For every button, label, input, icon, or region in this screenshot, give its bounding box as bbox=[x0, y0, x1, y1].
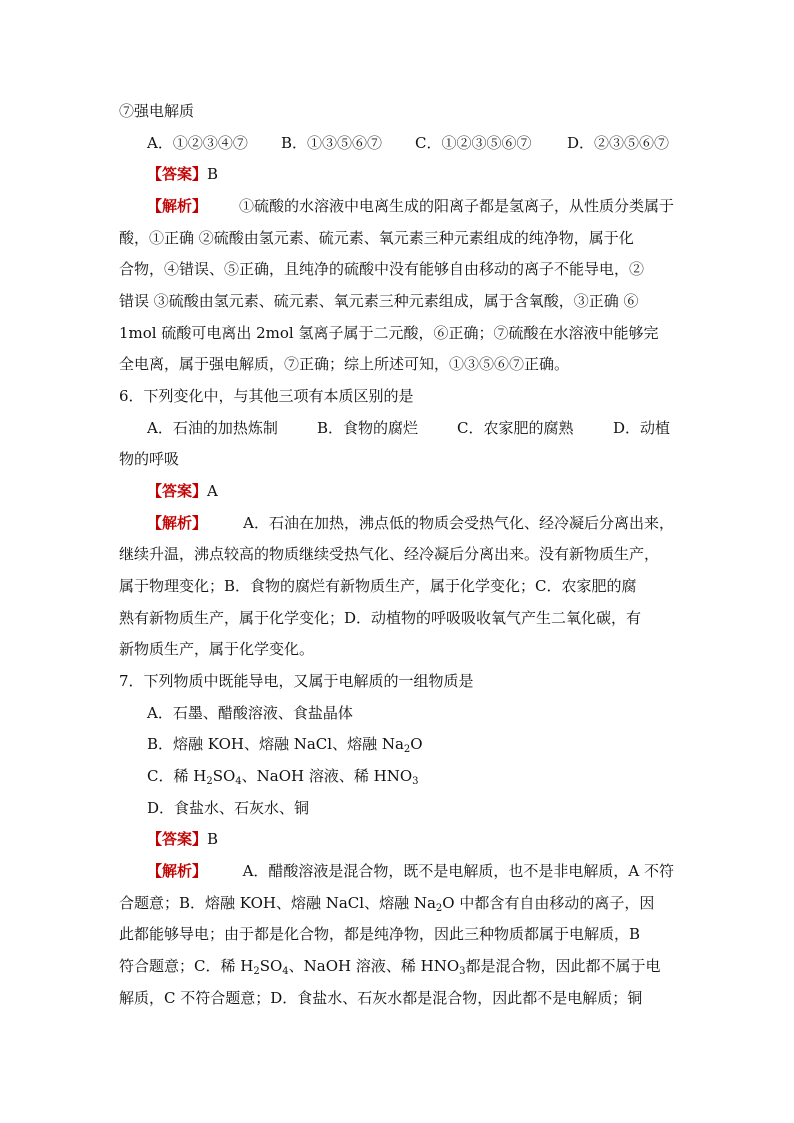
analysis-text: SO bbox=[259, 957, 283, 975]
q6-option-d: D．动植 bbox=[613, 419, 671, 437]
answer-value: A bbox=[207, 482, 218, 500]
q6-option-a: A．石油的加热炼制 bbox=[147, 419, 278, 437]
analysis-tag: 【解析】 bbox=[147, 862, 208, 880]
option-text: 、NaOH 溶液、稀 HNO bbox=[241, 767, 413, 785]
q5-stem-continuation: ⑦强电解质 bbox=[119, 102, 195, 120]
q6-analysis-line-2: 继续升温，沸点较高的物质继续受热气化、经冷凝后分离出来。没有新物质生产， bbox=[119, 545, 660, 563]
analysis-text: A．醋酸溶液是混合物，既不是电解质，也不是非电解质，A 不符 bbox=[242, 862, 674, 880]
analysis-text: O 中都含有自由移动的离子，因 bbox=[442, 894, 655, 912]
analysis-text: 合题意；B．熔融 KOH、熔融 NaCl、熔融 Na bbox=[119, 894, 436, 912]
q6-option-continuation: 物的呼吸 bbox=[119, 450, 180, 468]
q5-options bbox=[147, 132, 687, 154]
q6-analysis-line-1 bbox=[147, 512, 674, 534]
answer-value: B bbox=[207, 830, 219, 848]
analysis-text: ①硫酸的水溶液中电离生成的阳离子都是氢离子，从性质分类属于 bbox=[238, 197, 674, 215]
q7-analysis-line-5: 解质，C 不符合题意；D．食盐水、石灰水都是混合物，因此都不是电解质；铜 bbox=[119, 989, 643, 1007]
analysis-tag: 【解析】 bbox=[147, 197, 208, 215]
q5-analysis-line-4: 错误 ③硫酸由氢元素、硫元素、氧元素三种元素组成，属于含氧酸，③正确 ⑥ bbox=[119, 292, 639, 310]
analysis-text: A．石油在加热，沸点低的物质会受热气化、经冷凝后分离出来， bbox=[243, 514, 674, 532]
analysis-text: 符合题意；C．稀 H bbox=[119, 957, 254, 975]
subscript: 4 bbox=[282, 966, 289, 977]
subscript: 2 bbox=[253, 966, 260, 977]
q7-answer bbox=[147, 828, 218, 850]
q7-analysis-line-1 bbox=[147, 860, 674, 882]
analysis-text: 都是混合物，因此都不属于电 bbox=[465, 957, 661, 975]
q6-option-b: B．食物的腐烂 bbox=[317, 419, 419, 437]
option-text: B．熔融 KOH、熔融 NaCl、熔融 Na bbox=[147, 735, 404, 753]
q6-answer bbox=[147, 480, 218, 502]
q6-option-c: C．农家肥的腐熟 bbox=[457, 419, 574, 437]
q7-option-c bbox=[147, 765, 419, 787]
q5-analysis-line-1 bbox=[147, 195, 674, 217]
q7-stem: 7．下列物质中既能导电，又属于电解质的一组物质是 bbox=[119, 672, 474, 690]
answer-tag: 【答案】 bbox=[147, 830, 208, 848]
q7-option-a: A．石墨、醋酸溶液、食盐晶体 bbox=[147, 704, 353, 722]
option-text: C．稀 H bbox=[147, 767, 207, 785]
q7-analysis-line-4 bbox=[119, 955, 661, 977]
subscript: 3 bbox=[412, 776, 419, 787]
option-text: O bbox=[410, 735, 423, 753]
q6-analysis-line-5: 新物质生产，属于化学变化。 bbox=[119, 640, 315, 658]
q7-analysis-line-2 bbox=[119, 892, 654, 914]
q7-option-d: D．食盐水、石灰水、铜 bbox=[147, 799, 310, 817]
answer-tag: 【答案】 bbox=[147, 482, 208, 500]
q6-analysis-line-4: 熟有新物质生产，属于化学变化；D．动植物的呼吸吸收氧气产生二氧化碳，有 bbox=[119, 609, 642, 627]
analysis-tag: 【解析】 bbox=[147, 514, 208, 532]
q6-analysis-line-3: 属于物理变化；B．食物的腐烂有新物质生产，属于化学变化；C．农家肥的腐 bbox=[119, 577, 637, 595]
q5-analysis-line-5: 1mol 硫酸可电离出 2mol 氢离子属于二元酸，⑥正确；⑦硫酸在水溶液中能够完 bbox=[119, 324, 659, 342]
q5-option-d: D．②③⑤⑥⑦ bbox=[567, 134, 670, 152]
subscript: 2 bbox=[206, 776, 213, 787]
q5-option-a: A．①②③④⑦ bbox=[147, 134, 248, 152]
subscript: 4 bbox=[235, 776, 242, 787]
q7-analysis-line-3: 此都能够导电；由于都是化合物，都是纯净物，因此三种物质都属于电解质，B bbox=[119, 925, 641, 943]
analysis-text: 、NaOH 溶液、稀 HNO bbox=[288, 957, 460, 975]
subscript: 3 bbox=[459, 966, 466, 977]
q5-analysis-line-2: 酸，①正确 ②硫酸由氢元素、硫元素、氧元素三种元素组成的纯净物，属于化 bbox=[119, 229, 634, 247]
q7-option-b bbox=[147, 733, 423, 755]
q5-analysis-line-6: 全电离，属于强电解质，⑦正确；综上所述可知，①③⑤⑥⑦正确。 bbox=[119, 355, 570, 373]
answer-tag: 【答案】 bbox=[147, 165, 208, 183]
subscript: 2 bbox=[435, 903, 443, 914]
option-text: SO bbox=[212, 767, 236, 785]
q5-option-b: B．①③⑤⑥⑦ bbox=[281, 134, 383, 152]
q6-options bbox=[147, 417, 674, 439]
q5-analysis-line-3: 合物，④错误、⑤正确，且纯净的硫酸中没有能够自由移动的离子不能导电，② bbox=[119, 260, 645, 278]
answer-value: B bbox=[207, 165, 219, 183]
subscript: 2 bbox=[403, 744, 411, 755]
q5-answer bbox=[147, 163, 218, 185]
q6-stem: 6．下列变化中，与其他三项有本质区别的是 bbox=[119, 387, 414, 405]
q5-option-c: C．①②③⑤⑥⑦ bbox=[415, 134, 532, 152]
